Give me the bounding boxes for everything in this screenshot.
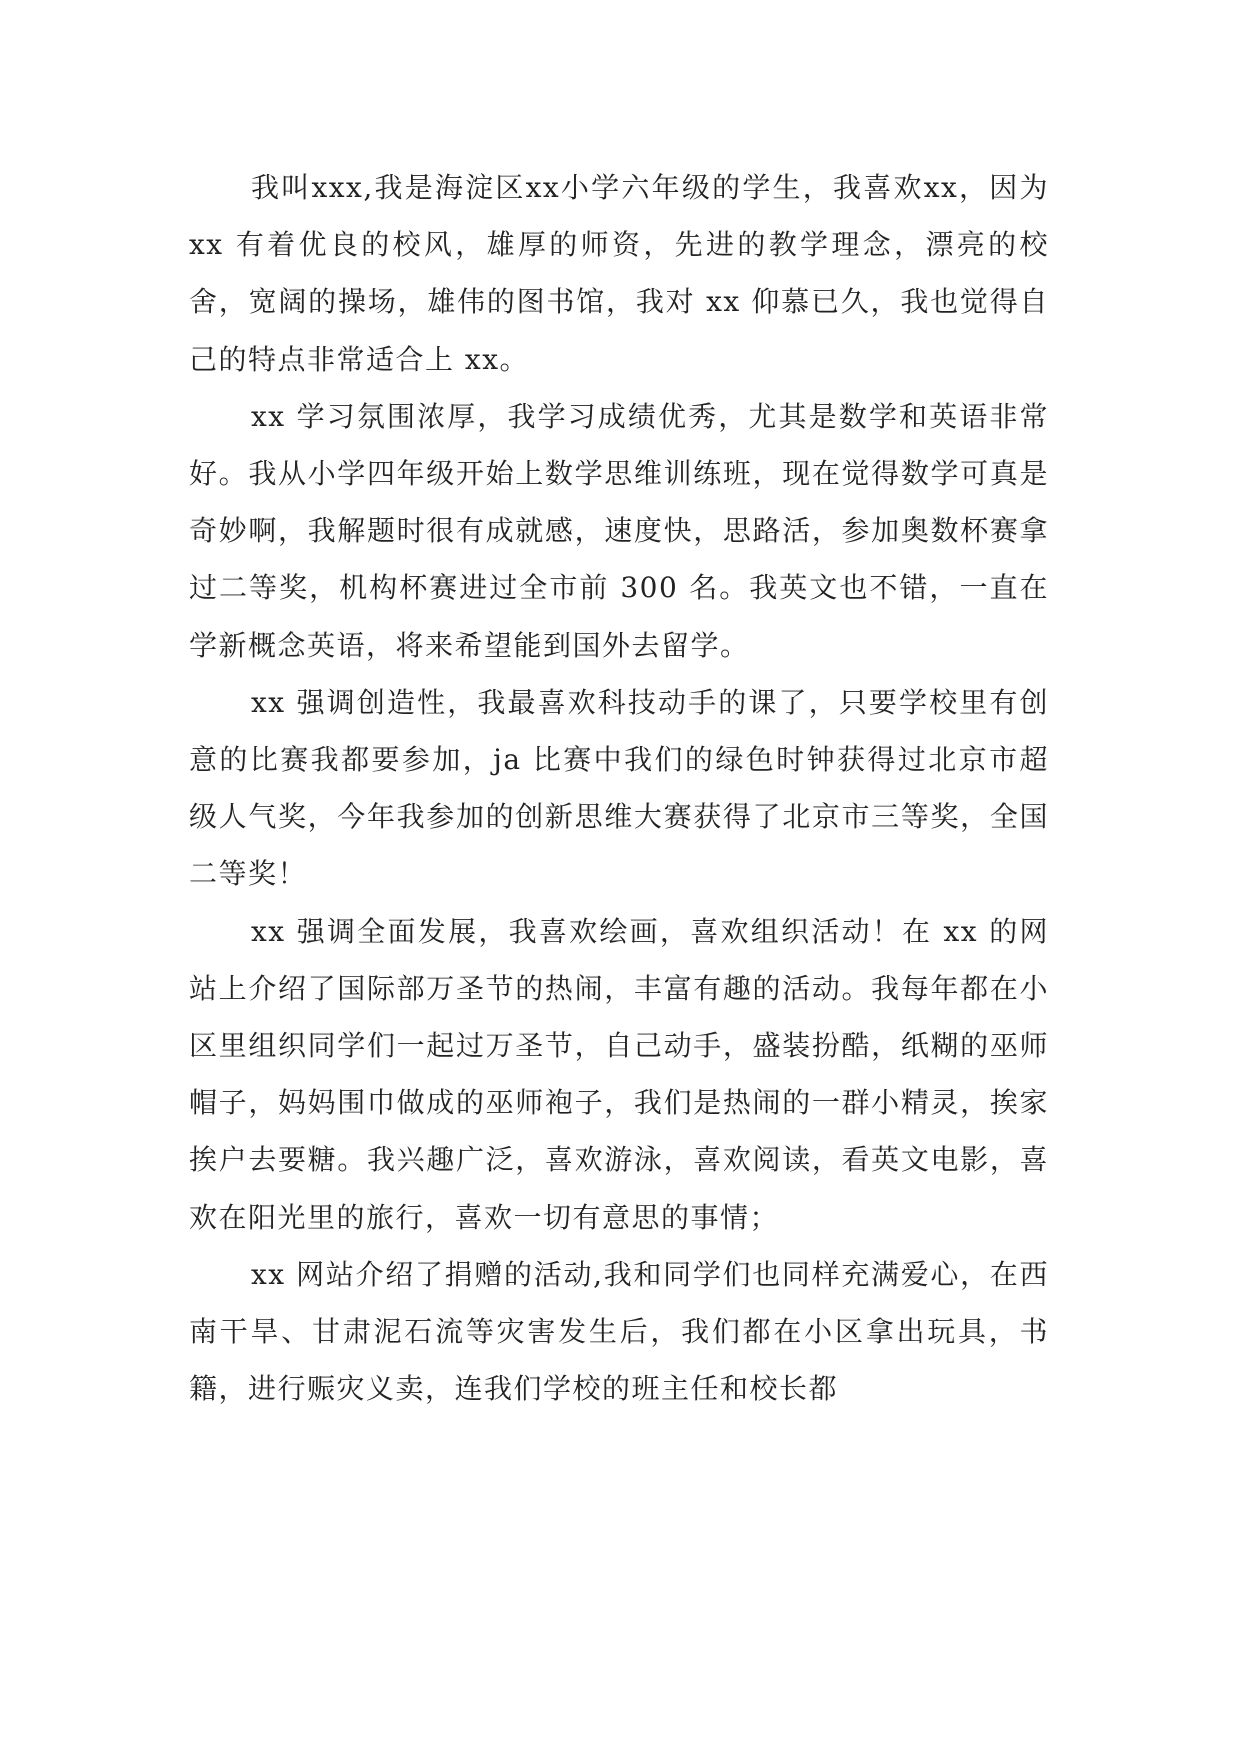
paragraph-creativity: xx 强调创造性，我最喜欢科技动手的课了，只要学校里有创意的比赛我都要参加，ja 比赛中我们的绿色时钟获得过北京市超级人气奖，今年我参加的创新思维大赛获得了北京市三等奖，全国二等奖！ <box>189 685 1049 891</box>
paragraph-development: xx 强调全面发展，我喜欢绘画，喜欢组织活动！在 xx 的网站上介绍了国际部万圣节的热闹，丰富有趣的活动。我每年都在小区里组织同学们一起过万圣节，自己动手，盛装扮酷，纸糊的巫师帽子，妈妈围巾做成的巫师袍子，我们是热闹的一群小精灵，挨家挨户去要糖。我兴趣广泛，喜欢游泳，喜欢阅读，看英文电影，喜欢在阳光里的旅行，喜欢一切有意思的事情； <box>189 914 1049 1234</box>
paragraph-donation: xx 网站介绍了捐赠的活动,我和同学们也同样充满爱心，在西南干旱、甘肃泥石流等灾害发生后，我们都在小区拿出玩具，书籍，进行赈灾义卖，连我们学校的班主任和校长都 <box>189 1257 1049 1406</box>
document-body <box>189 159 1049 1417</box>
paragraph-study: xx 学习氛围浓厚，我学习成绩优秀，尤其是数学和英语非常好。我从小学四年级开始上数学思维训练班，现在觉得数学可真是奇妙啊，我解题时很有成就感，速度快，思路活，参加奥数杯赛拿过二等奖，机构杯赛进过全市前 300 名。我英文也不错，一直在学新概念英语，将来希望能到国外去留学。 <box>189 399 1049 662</box>
paragraph-intro: 我叫xxx,我是海淀区xx小学六年级的学生，我喜欢xx，因为 xx 有着优良的校风，雄厚的师资，先进的教学理念，漂亮的校舍，宽阔的操场，雄伟的图书馆，我对 xx 仰慕已久，我也觉得自己的特点非常适合上 xx。 <box>189 171 1049 376</box>
